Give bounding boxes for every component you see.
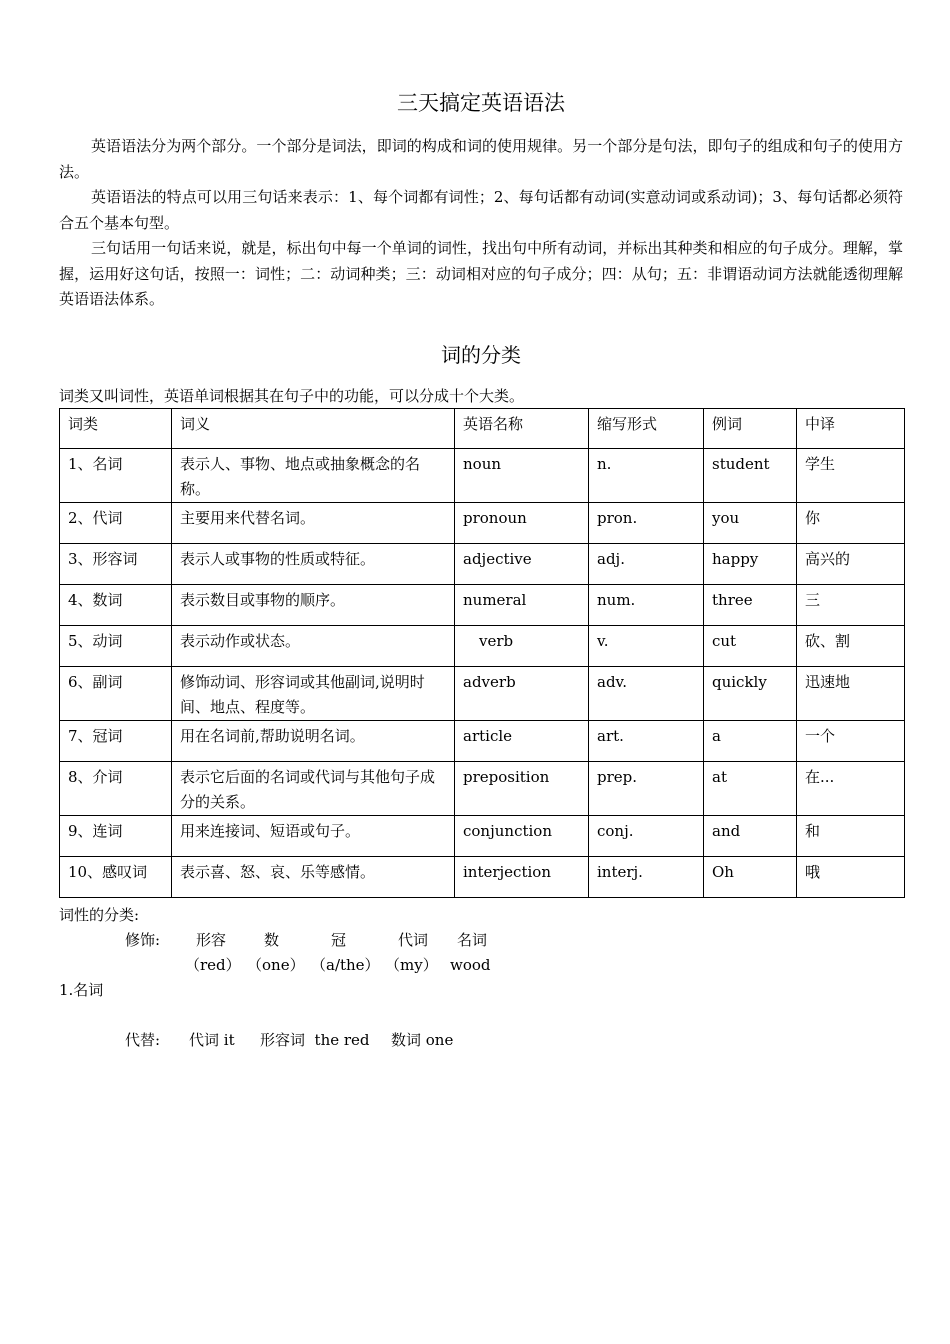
- table-cell: v.: [589, 626, 704, 667]
- header-cell: 例词: [704, 409, 797, 449]
- modify-example: （a/the）: [311, 956, 380, 974]
- table-row: [60, 816, 905, 857]
- table-cell: 8、介词: [60, 762, 172, 816]
- header-cell: 英语名称: [455, 409, 589, 449]
- table-cell: 哦: [797, 857, 905, 898]
- table-cell: adj.: [589, 544, 704, 585]
- lead-sentence: 词类又叫词性，英语单词根据其在句子中的功能，可以分成十个大类。: [59, 387, 525, 405]
- section-title: 词的分类: [441, 343, 521, 367]
- table-cell: 2、代词: [60, 503, 172, 544]
- table-cell: 3、形容词: [60, 544, 172, 585]
- table-row: [60, 857, 905, 898]
- table-cell: 4、数词: [60, 585, 172, 626]
- table-cell: 修饰动词、形容词或其他副词,说明时间、地点、程度等。: [172, 667, 455, 721]
- table-cell: 表示动作或状态。: [172, 626, 455, 667]
- table-cell: 学生: [797, 449, 905, 503]
- table-cell: 一个: [797, 721, 905, 762]
- table-cell: interjection: [455, 857, 589, 898]
- table-cell: 表示人、事物、地点或抽象概念的名称。: [172, 449, 455, 503]
- table-cell: 主要用来代替名词。: [172, 503, 455, 544]
- table-cell: 9、连词: [60, 816, 172, 857]
- table-header-row: [60, 409, 905, 449]
- table-cell: n.: [589, 449, 704, 503]
- table-row: [60, 667, 905, 721]
- noun-item: 1.名词: [59, 981, 104, 999]
- table-cell: 1、名词: [60, 449, 172, 503]
- sub-heading: 词性的分类:: [59, 906, 140, 924]
- table-cell: 你: [797, 503, 905, 544]
- table-cell: 在...: [797, 762, 905, 816]
- table-cell: noun: [455, 449, 589, 503]
- table-cell: verb: [455, 626, 589, 667]
- table-cell: and: [704, 816, 797, 857]
- table-cell: prep.: [589, 762, 704, 816]
- intro-paragraph: 三句话用一句话来说，就是，标出句中每一个单词的词性，找出句中所有动词，并标出其种类和相应的句子成分。理解，掌握，运用好这句话，按照一：词性；二：动词种类；三：动词相对应的句子成分；四：从句；五：非谓语动词方法就能透彻理解英语语法体系。: [59, 239, 903, 308]
- table-cell: a: [704, 721, 797, 762]
- modify-example: （my）: [385, 956, 438, 974]
- modify-example: （red）: [185, 956, 241, 974]
- table-cell: conj.: [589, 816, 704, 857]
- intro-section: [59, 134, 903, 313]
- table-cell: 5、动词: [60, 626, 172, 667]
- replace-item: 数词 one: [391, 1031, 454, 1049]
- table-cell: interj.: [589, 857, 704, 898]
- table-row: [60, 585, 905, 626]
- intro-paragraph: 英语语法分为两个部分。一个部分是词法，即词的构成和词的使用规律。另一个部分是句法，即句子的组成和句子的使用方法。: [59, 137, 903, 181]
- table-cell: 表示喜、怒、哀、乐等感情。: [172, 857, 455, 898]
- table-cell: 用在名词前,帮助说明名词。: [172, 721, 455, 762]
- table-cell: 7、冠词: [60, 721, 172, 762]
- table-cell: 砍、割: [797, 626, 905, 667]
- table-cell: quickly: [704, 667, 797, 721]
- table-cell: Oh: [704, 857, 797, 898]
- table-cell: adjective: [455, 544, 589, 585]
- table-row: [60, 762, 905, 816]
- table-cell: three: [704, 585, 797, 626]
- table-cell: you: [704, 503, 797, 544]
- table-cell: 表示数目或事物的顺序。: [172, 585, 455, 626]
- document-title: 三天搞定英语语法: [397, 91, 565, 115]
- table-cell: happy: [704, 544, 797, 585]
- table-cell: 表示人或事物的性质或特征。: [172, 544, 455, 585]
- intro-paragraph: 英语语法的特点可以用三句话来表示：1、每个词都有词性；2、每句话都有动词(实意动词或系动词)；3、每句话都必须符合五个基本句型。: [59, 188, 903, 232]
- table-row: [60, 544, 905, 585]
- table-row: [60, 721, 905, 762]
- table-cell: pron.: [589, 503, 704, 544]
- modify-word: 冠: [331, 931, 347, 949]
- replace-item: 形容词 the red: [260, 1031, 370, 1049]
- table-row: [60, 626, 905, 667]
- header-cell: 缩写形式: [589, 409, 704, 449]
- replace-label: 代替:: [125, 1031, 161, 1049]
- modify-word: 数: [264, 931, 280, 949]
- modify-word: 代词: [398, 931, 429, 949]
- table-cell: 三: [797, 585, 905, 626]
- replace-item: 代词 it: [189, 1031, 235, 1049]
- table-cell: cut: [704, 626, 797, 667]
- table-cell: student: [704, 449, 797, 503]
- table-cell: 高兴的: [797, 544, 905, 585]
- table-cell: 用来连接词、短语或句子。: [172, 816, 455, 857]
- header-cell: 词类: [60, 409, 172, 449]
- table-row: [60, 449, 905, 503]
- table-cell: article: [455, 721, 589, 762]
- table-cell: at: [704, 762, 797, 816]
- table-cell: 和: [797, 816, 905, 857]
- header-cell: 中译: [797, 409, 905, 449]
- modify-example: （one）: [247, 956, 305, 974]
- modify-word: 形容: [196, 931, 227, 949]
- table-cell: numeral: [455, 585, 589, 626]
- table-cell: adverb: [455, 667, 589, 721]
- table-cell: 迅速地: [797, 667, 905, 721]
- table-cell: num.: [589, 585, 704, 626]
- modify-label: 修饰:: [125, 931, 161, 949]
- modify-word: 名词: [457, 931, 488, 949]
- parts-of-speech-table: [59, 408, 905, 898]
- table-row: [60, 503, 905, 544]
- table-cell: art.: [589, 721, 704, 762]
- modify-example: wood: [450, 956, 491, 974]
- table-cell: 10、感叹词: [60, 857, 172, 898]
- table-cell: preposition: [455, 762, 589, 816]
- table-cell: adv.: [589, 667, 704, 721]
- table-cell: pronoun: [455, 503, 589, 544]
- table-cell: 6、副词: [60, 667, 172, 721]
- header-cell: 词义: [172, 409, 455, 449]
- table-cell: 表示它后面的名词或代词与其他句子成分的关系。: [172, 762, 455, 816]
- table-cell: conjunction: [455, 816, 589, 857]
